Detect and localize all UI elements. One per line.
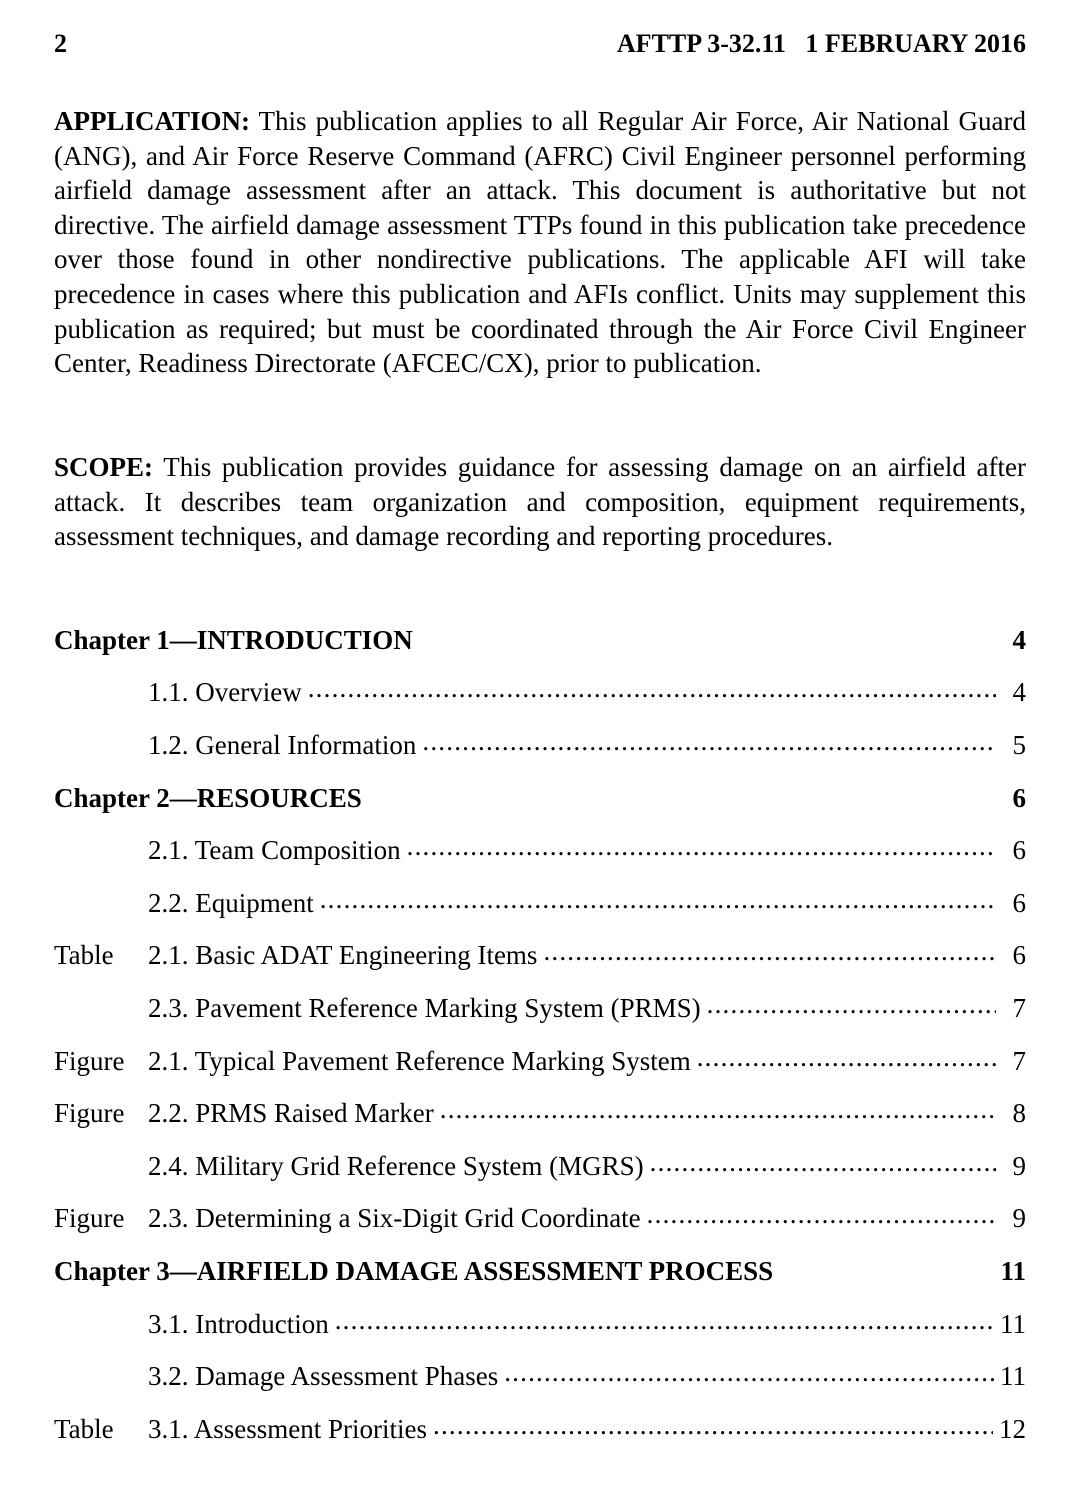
toc-entry-title-line — [148, 1098, 1026, 1129]
toc-entry-title: 3.2. Damage Assessment Phases — [148, 1361, 499, 1392]
toc-entry-page: 11 — [1000, 1361, 1026, 1392]
toc-entry[interactable] — [54, 930, 1026, 983]
toc-entry-title-line — [148, 1151, 1026, 1182]
toc-entry[interactable] — [54, 1035, 1026, 1088]
toc-dot-leader — [422, 732, 996, 759]
toc-dot-leader — [335, 1311, 994, 1338]
toc-dot-leader — [707, 995, 996, 1022]
toc-entry-title-line — [148, 993, 1026, 1024]
toc-entry-title: 2.1. Team Composition — [148, 835, 401, 866]
toc-entry-page: 6 — [1012, 887, 1026, 918]
toc-chapter-entry[interactable] — [54, 1245, 1026, 1298]
toc-entry-title: 2.3. Pavement Reference Marking System (PRMS) — [148, 992, 701, 1023]
toc-entry-title-line — [148, 677, 1026, 708]
table-of-contents — [54, 614, 1026, 1456]
toc-dot-leader — [504, 1363, 994, 1390]
toc-dot-leader — [440, 1100, 996, 1127]
toc-entry-page: 4 — [1012, 677, 1026, 708]
toc-entry-title-line — [148, 1361, 1026, 1392]
scope-label: SCOPE: — [54, 452, 154, 482]
toc-entry-page: 6 — [1012, 835, 1026, 866]
toc-chapter-entry[interactable] — [54, 772, 1026, 825]
toc-dot-leader — [650, 1153, 996, 1180]
scope-paragraph — [54, 450, 1026, 554]
toc-entry-title-line — [148, 835, 1026, 866]
toc-entry-title-line — [54, 783, 1026, 814]
toc-dot-leader — [433, 1416, 993, 1443]
toc-entry-page: 5 — [1012, 729, 1026, 760]
toc-entry-title: Chapter 2—RESOURCES — [54, 782, 362, 813]
toc-chapter-entry[interactable] — [54, 614, 1026, 667]
application-label: APPLICATION: — [54, 106, 251, 136]
toc-entry[interactable] — [54, 1298, 1026, 1351]
application-paragraph — [54, 104, 1026, 381]
toc-entry-page: 9 — [1012, 1203, 1026, 1234]
page-number: 2 — [54, 29, 67, 58]
toc-entry-title-line — [148, 1203, 1026, 1234]
toc-dot-leader — [647, 1205, 996, 1232]
toc-entry[interactable] — [54, 667, 1026, 720]
toc-entry-kind: Table — [54, 1413, 114, 1444]
toc-entry-title: Chapter 3—AIRFIELD DAMAGE ASSESSMENT PROCESS — [54, 1255, 774, 1286]
toc-entry-title: 2.1. Basic ADAT Engineering Items — [148, 940, 538, 971]
toc-entry-page: 7 — [1012, 1045, 1026, 1076]
toc-entry-title-line — [148, 730, 1026, 761]
document-identifier: AFTTP 3-32.11 1 FEBRUARY 2016 — [616, 29, 1026, 58]
toc-entry-title: 1.1. Overview — [148, 677, 302, 708]
toc-dot-leader — [320, 890, 996, 917]
toc-entry-kind: Table — [54, 940, 114, 971]
toc-entry-page: 9 — [1012, 1150, 1026, 1181]
toc-entry-page: 8 — [1012, 1098, 1026, 1129]
toc-entry-title-line — [148, 1414, 1026, 1445]
toc-entry-title: 3.1. Introduction — [148, 1308, 329, 1339]
toc-entry-page: 6 — [1012, 940, 1026, 971]
toc-entry[interactable] — [54, 982, 1026, 1035]
toc-entry-page: 11 — [1000, 1255, 1026, 1286]
toc-entry-page: 12 — [999, 1413, 1026, 1444]
toc-dot-leader — [697, 1048, 996, 1075]
toc-entry[interactable] — [54, 1087, 1026, 1140]
toc-entry-title: 2.4. Military Grid Reference System (MGRS) — [148, 1150, 644, 1181]
scope-text: This publication provides guidance for assessing damage on an airfield after attack. It describes team organization and composition, equipment requirements, assessment techniques, and damage recording and reporting procedures. — [54, 452, 1026, 552]
document-page — [54, 0, 1026, 1512]
running-header — [54, 26, 1026, 62]
toc-dot-leader — [543, 942, 996, 969]
toc-entry[interactable] — [54, 1403, 1026, 1456]
application-text: This publication applies to all Regular Air Force, Air National Guard (ANG), and Air Force Reserve Command (AFRC) Civil Engineer personnel performing airfield damage assessment after an attack. This document is authoritative but not directive. The airfield damage assessment TTPs found in this publication take precedence over those found in other nondirective publications. The applicable AFI will take precedence in cases where this publication and AFIs conflict. Units may supplement this publication as required; but must be coordinated through the Air Force Civil Engineer Center, Readiness Directorate (AFCEC/CX), prior to publication. — [54, 106, 1026, 379]
toc-entry-page: 11 — [1000, 1308, 1026, 1339]
toc-dot-leader — [407, 837, 996, 864]
toc-entry-title-line — [148, 940, 1026, 971]
toc-entry-kind: Figure — [54, 1203, 125, 1234]
toc-entry-title: 2.2. Equipment — [148, 887, 314, 918]
toc-dot-leader — [308, 679, 996, 706]
toc-dot-leader — [779, 1258, 994, 1285]
toc-entry-title-line — [148, 1309, 1026, 1340]
toc-entry-title-line — [148, 888, 1026, 919]
toc-dot-leader — [419, 627, 996, 654]
toc-entry[interactable] — [54, 1350, 1026, 1403]
toc-entry-title: 2.1. Typical Pavement Reference Marking System — [148, 1045, 691, 1076]
toc-entry-title: 1.2. General Information — [148, 729, 417, 760]
toc-entry-kind: Figure — [54, 1098, 125, 1129]
toc-entry-page: 6 — [1012, 782, 1026, 813]
toc-dot-leader — [368, 785, 996, 812]
toc-entry-title: Chapter 1—INTRODUCTION — [54, 624, 413, 655]
toc-entry[interactable] — [54, 1193, 1026, 1246]
toc-entry-kind: Figure — [54, 1045, 125, 1076]
toc-entry-title: 2.2. PRMS Raised Marker — [148, 1098, 434, 1129]
toc-entry-title: 2.3. Determining a Six-Digit Grid Coordinate — [148, 1203, 641, 1234]
toc-entry-page: 4 — [1012, 624, 1026, 655]
toc-entry-title-line — [54, 625, 1026, 656]
toc-entry[interactable] — [54, 877, 1026, 930]
toc-entry-title-line — [54, 1256, 1026, 1287]
toc-entry[interactable] — [54, 824, 1026, 877]
toc-entry-title-line — [148, 1046, 1026, 1077]
toc-entry-page: 7 — [1012, 992, 1026, 1023]
toc-entry[interactable] — [54, 1140, 1026, 1193]
toc-entry-title: 3.1. Assessment Priorities — [148, 1413, 428, 1444]
toc-entry[interactable] — [54, 719, 1026, 772]
